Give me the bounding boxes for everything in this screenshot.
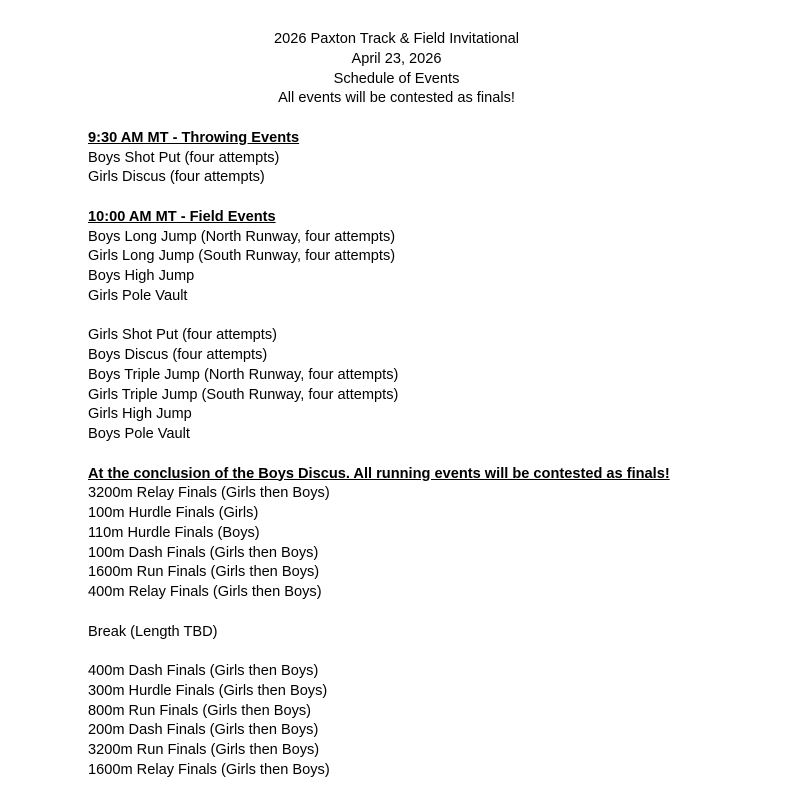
event-item: 200m Dash Finals (Girls then Boys)	[88, 722, 319, 739]
event-item: 3200m Relay Finals (Girls then Boys)	[88, 485, 330, 502]
event-item: 1600m Run Finals (Girls then Boys)	[88, 564, 320, 581]
event-item: 800m Run Finals (Girls then Boys)	[88, 702, 312, 719]
event-date: April 23, 2026	[351, 50, 442, 67]
event-item: Boys Discus (four attempts)	[88, 347, 268, 363]
event-item: Boys Shot Put (four attempts)	[88, 149, 280, 166]
spacer	[0, 109, 791, 129]
finals-note: All events will be contested as finals!	[278, 90, 515, 107]
schedule-sections	[0, 109, 791, 781]
event-item: 400m Dash Finals (Girls then Boys)	[88, 663, 319, 679]
event-item: Girls Long Jump (South Runway, four attempts)	[88, 248, 396, 265]
event-item: 100m Dash Finals (Girls then Boys)	[88, 544, 319, 561]
event-item: Boys Long Jump (North Runway, four attempts)	[88, 228, 396, 245]
section-heading: 9:30 AM MT - Throwing Events	[88, 129, 300, 146]
event-item: Break (Length TBD)	[88, 623, 218, 640]
schedule-section	[0, 188, 791, 307]
schedule-section	[0, 603, 791, 643]
schedule-section	[0, 109, 791, 188]
event-item: 100m Hurdle Finals (Girls)	[88, 505, 259, 521]
spacer	[0, 642, 791, 662]
event-item: Boys Pole Vault	[88, 426, 190, 442]
event-item: 3200m Run Finals (Girls then Boys)	[88, 742, 320, 758]
document-subtitle: Schedule of Events	[333, 70, 460, 87]
event-item: 1600m Relay Finals (Girls then Boys)	[88, 761, 330, 778]
spacer	[0, 188, 791, 208]
schedule-section	[0, 445, 791, 603]
spacer	[0, 307, 791, 327]
event-item: Girls Discus (four attempts)	[88, 169, 265, 186]
schedule-section	[0, 307, 791, 445]
event-item: Boys High Jump	[88, 268, 195, 284]
section-heading: 10:00 AM MT - Field Events	[88, 208, 276, 225]
event-item: 400m Relay Finals (Girls then Boys)	[88, 584, 322, 600]
event-item: Girls Triple Jump (South Runway, four attempts)	[88, 386, 399, 403]
spacer	[0, 445, 791, 465]
event-item: 110m Hurdle Finals (Boys)	[88, 524, 260, 541]
spacer	[0, 603, 791, 623]
event-item: Boys Triple Jump (North Runway, four attempts)	[88, 366, 399, 383]
event-item: Girls Pole Vault	[88, 287, 188, 304]
event-item: Girls Shot Put (four attempts)	[88, 327, 277, 344]
event-item: 300m Hurdle Finals (Girls then Boys)	[88, 682, 328, 699]
section-heading: At the conclusion of the Boys Discus. All running events will be contested as finals!	[88, 465, 670, 482]
document-title: 2026 Paxton Track & Field Invitational	[274, 31, 519, 47]
schedule-section	[0, 642, 791, 780]
event-item: Girls High Jump	[88, 406, 192, 423]
